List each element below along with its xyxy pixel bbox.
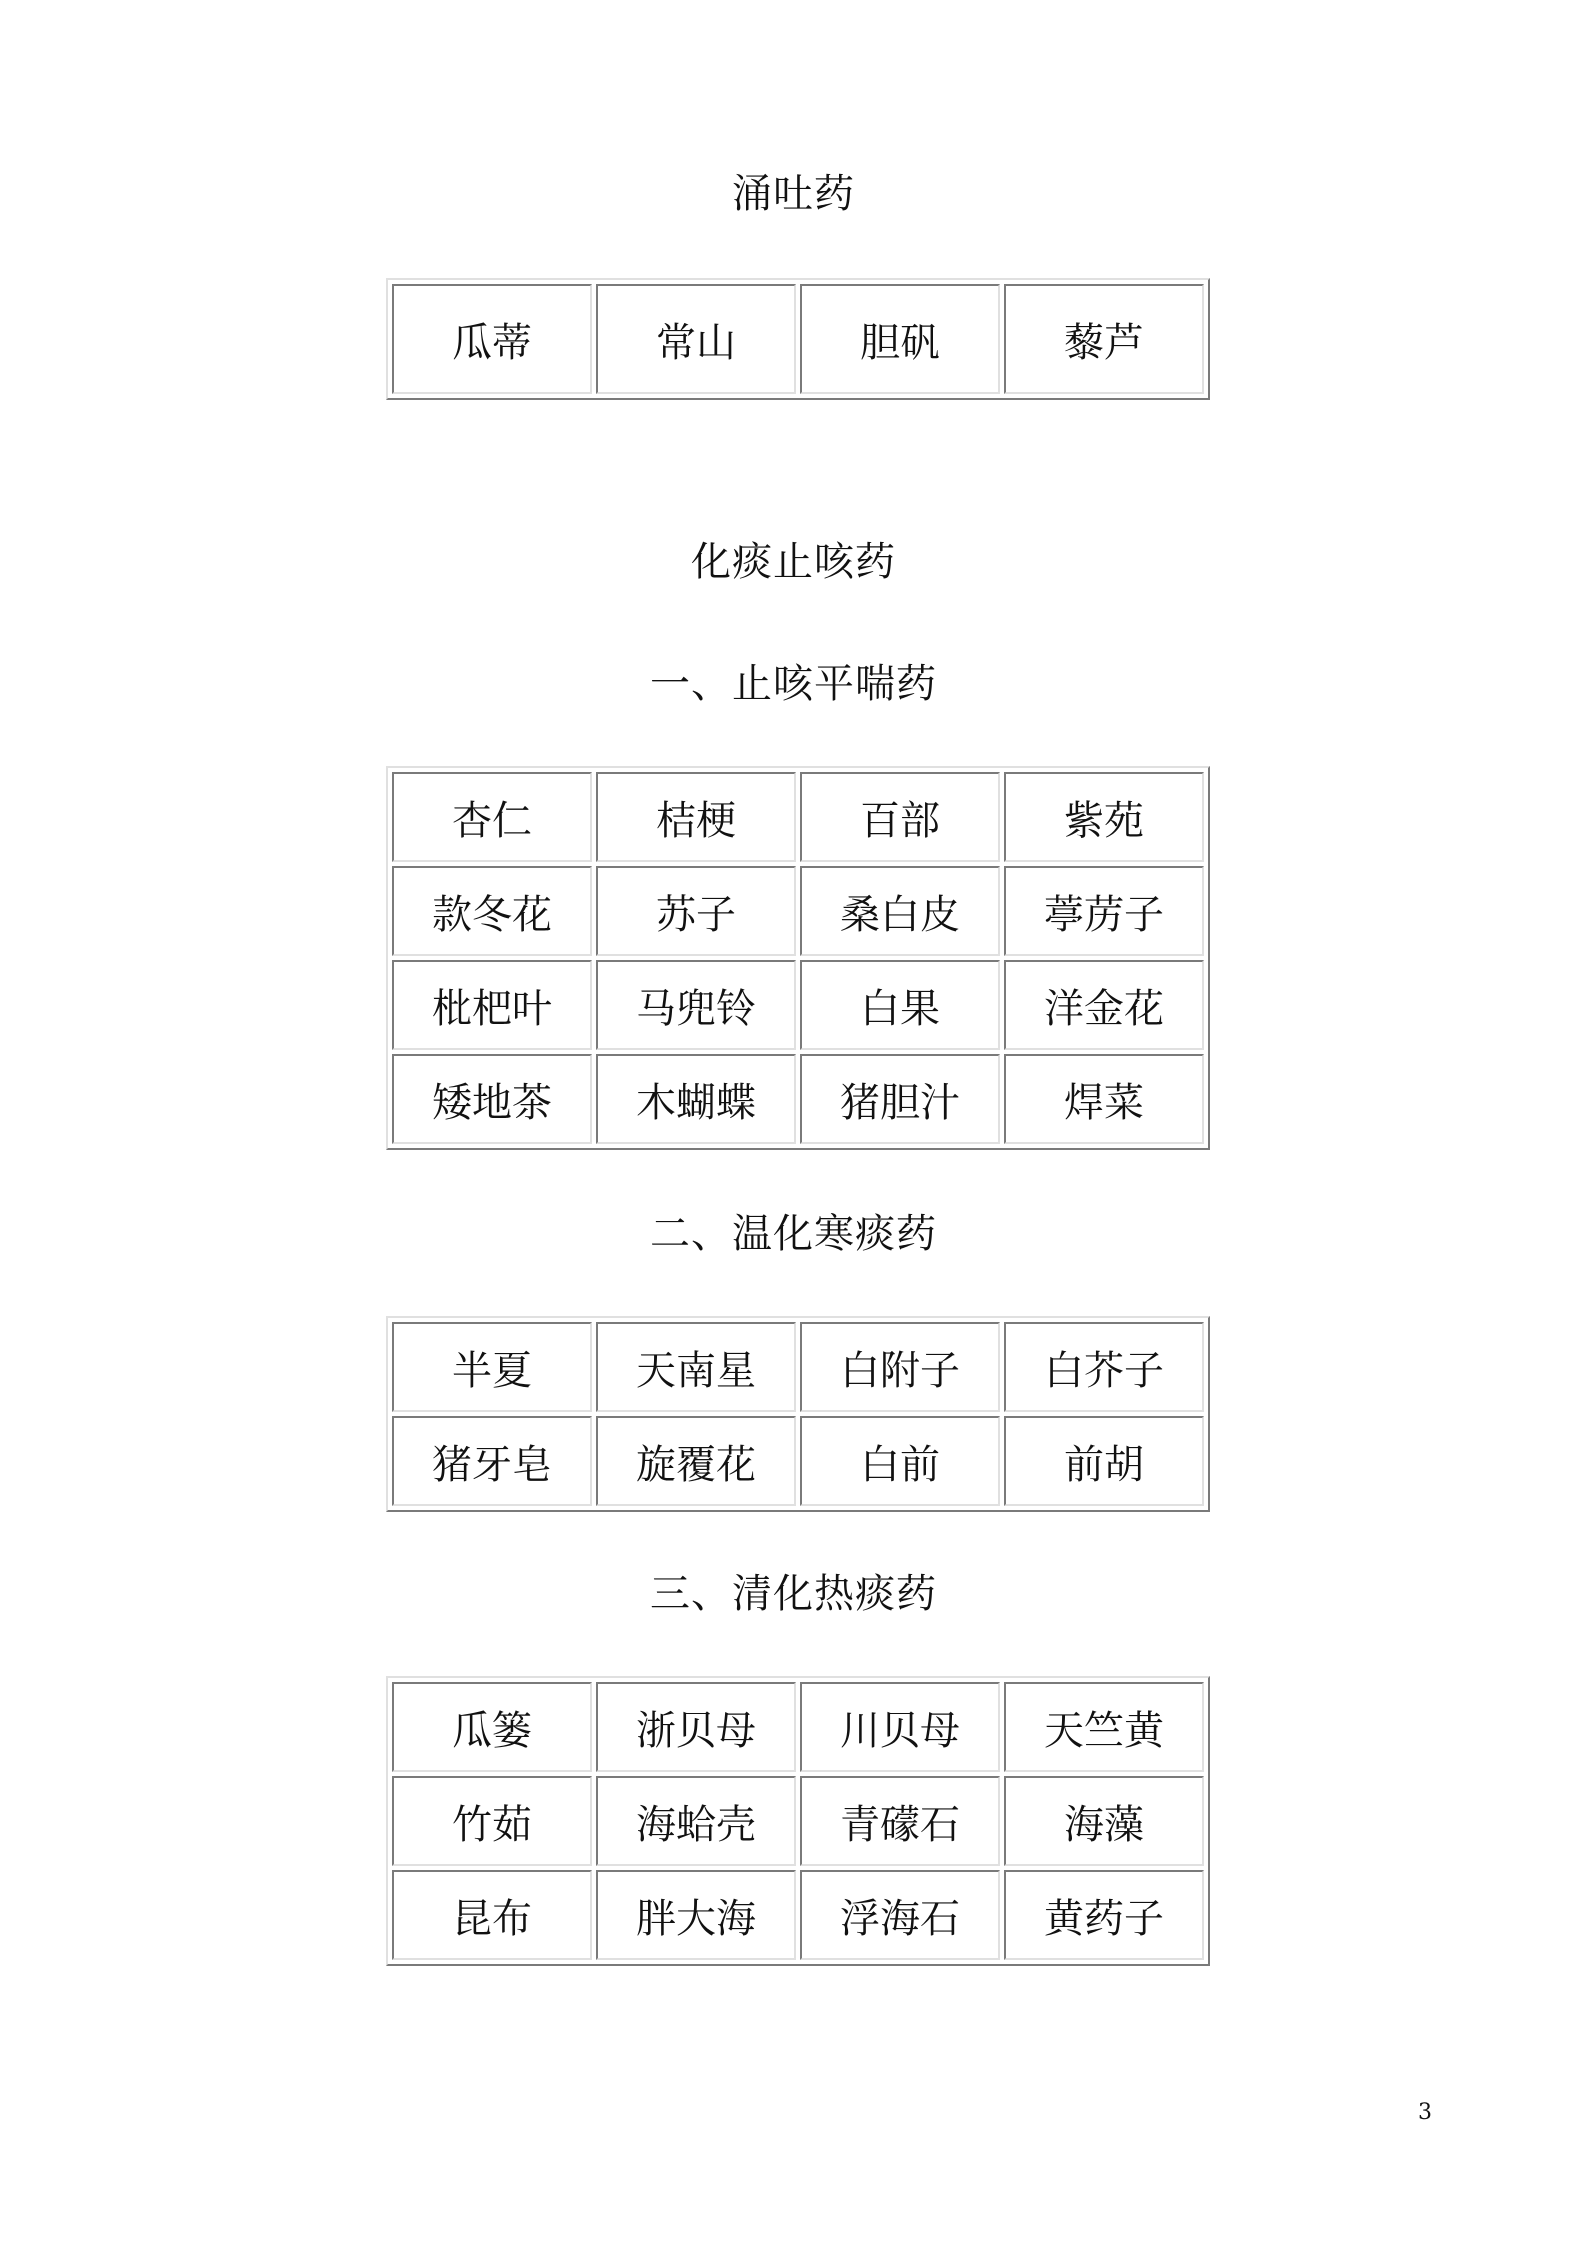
herb-cell: 旋覆花 xyxy=(596,1416,796,1506)
table-row xyxy=(392,1322,1204,1412)
herb-cell: 杏仁 xyxy=(392,772,592,862)
table-row xyxy=(392,284,1204,394)
subsection-title-clear-hot-phlegm: 三、清化热痰药 xyxy=(650,1571,937,1617)
herb-cell: 矮地茶 xyxy=(392,1054,592,1144)
table-row xyxy=(392,1870,1204,1960)
herb-cell: 海藻 xyxy=(1004,1776,1204,1866)
herb-cell: 马兜铃 xyxy=(596,960,796,1050)
herb-cell: 桔梗 xyxy=(596,772,796,862)
herb-cell: 枇杷叶 xyxy=(392,960,592,1050)
herb-cell: 猪胆汁 xyxy=(800,1054,1000,1144)
warm-cold-phlegm-herbs-table xyxy=(386,1316,1210,1512)
cough-asthma-herbs-table xyxy=(386,766,1210,1150)
herb-cell: 款冬花 xyxy=(392,866,592,956)
herb-cell: 常山 xyxy=(596,284,796,394)
herb-cell: 百部 xyxy=(800,772,1000,862)
herb-cell: 白附子 xyxy=(800,1322,1000,1412)
herb-cell: 竹茹 xyxy=(392,1776,592,1866)
section-title-emetics: 涌吐药 xyxy=(732,171,855,217)
table-row xyxy=(392,1776,1204,1866)
herb-cell: 天竺黄 xyxy=(1004,1682,1204,1772)
herb-cell: 海蛤壳 xyxy=(596,1776,796,1866)
table-row xyxy=(392,960,1204,1050)
section-title-phlegm-cough: 化痰止咳药 xyxy=(691,539,896,585)
herb-cell: 青礞石 xyxy=(800,1776,1000,1866)
subsection-title-cough-asthma: 一、止咳平喘药 xyxy=(650,661,937,707)
subsection-title-warm-cold-phlegm: 二、温化寒痰药 xyxy=(650,1211,937,1257)
herb-cell: 葶苈子 xyxy=(1004,866,1204,956)
emetic-herbs-table xyxy=(386,278,1210,400)
herb-cell: 藜芦 xyxy=(1004,284,1204,394)
herb-cell: 洋金花 xyxy=(1004,960,1204,1050)
herb-cell: 半夏 xyxy=(392,1322,592,1412)
table-row xyxy=(392,1682,1204,1772)
herb-cell: 川贝母 xyxy=(800,1682,1000,1772)
table-row xyxy=(392,866,1204,956)
herb-cell: 桑白皮 xyxy=(800,866,1000,956)
herb-cell: 焊菜 xyxy=(1004,1054,1204,1144)
herb-cell: 胖大海 xyxy=(596,1870,796,1960)
table-row xyxy=(392,1054,1204,1144)
herb-cell: 紫苑 xyxy=(1004,772,1204,862)
herb-cell: 浙贝母 xyxy=(596,1682,796,1772)
page-number: 3 xyxy=(1418,2100,1432,2125)
herb-cell: 浮海石 xyxy=(800,1870,1000,1960)
herb-cell: 前胡 xyxy=(1004,1416,1204,1506)
herb-cell: 木蝴蝶 xyxy=(596,1054,796,1144)
herb-cell: 瓜篓 xyxy=(392,1682,592,1772)
herb-cell: 瓜蒂 xyxy=(392,284,592,394)
table-row xyxy=(392,1416,1204,1506)
herb-cell: 猪牙皂 xyxy=(392,1416,592,1506)
herb-cell: 白芥子 xyxy=(1004,1322,1204,1412)
herb-cell: 天南星 xyxy=(596,1322,796,1412)
herb-cell: 白果 xyxy=(800,960,1000,1050)
herb-cell: 黄药子 xyxy=(1004,1870,1204,1960)
herb-cell: 白前 xyxy=(800,1416,1000,1506)
table-row xyxy=(392,772,1204,862)
clear-hot-phlegm-herbs-table xyxy=(386,1676,1210,1966)
herb-cell: 苏子 xyxy=(596,866,796,956)
herb-cell: 胆矾 xyxy=(800,284,1000,394)
herb-cell: 昆布 xyxy=(392,1870,592,1960)
